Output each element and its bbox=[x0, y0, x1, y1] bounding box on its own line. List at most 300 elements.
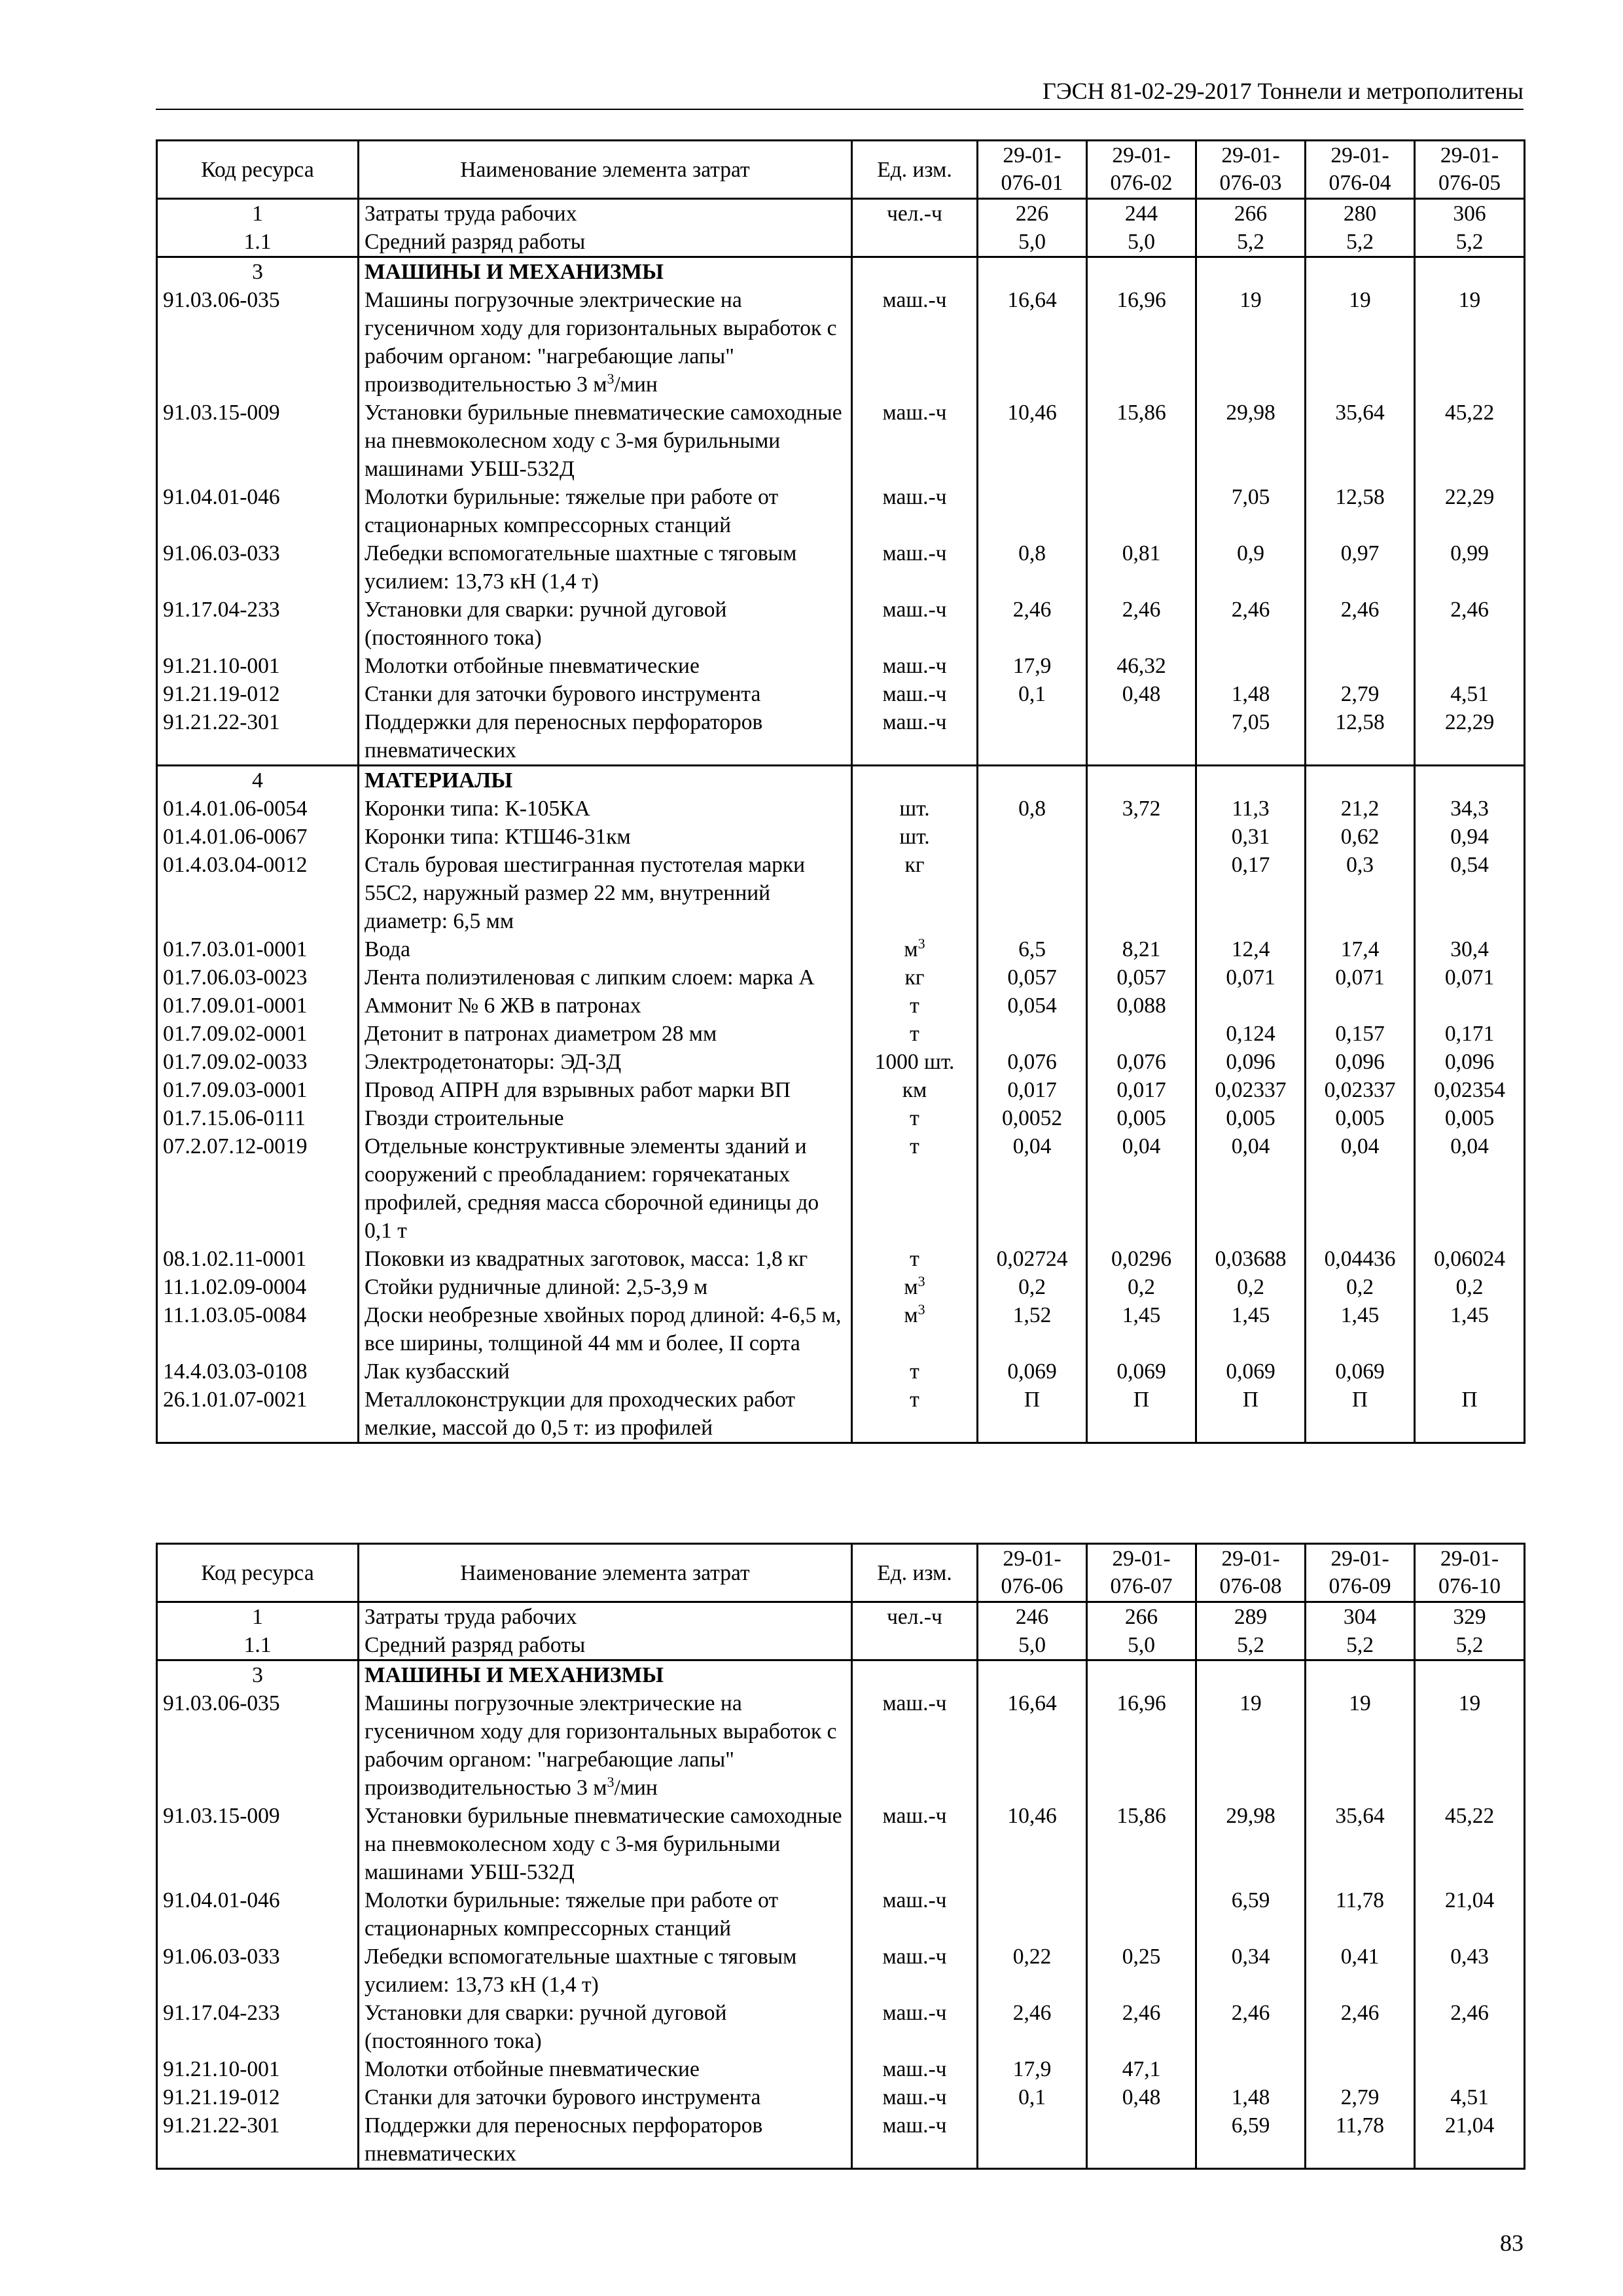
value-cell: 0,088 bbox=[1087, 992, 1196, 1020]
value-cell: 0,48 bbox=[1087, 2083, 1196, 2111]
column-header-unit: Ед. изм. bbox=[852, 141, 978, 199]
table-row bbox=[157, 1602, 1525, 1632]
value-cell: 2,46 bbox=[1087, 596, 1196, 652]
section-title: МАТЕРИАЛЫ bbox=[359, 766, 852, 795]
column-header-norm: 29-01-076-01 bbox=[978, 141, 1087, 199]
column-header-code: Код ресурса bbox=[157, 1544, 359, 1602]
table-row bbox=[157, 963, 1525, 992]
value-cell bbox=[978, 257, 1087, 287]
value-cell bbox=[1087, 2111, 1196, 2169]
value-cell: 22,29 bbox=[1415, 483, 1525, 539]
table-row bbox=[157, 1245, 1525, 1273]
value-cell: 0,071 bbox=[1196, 963, 1306, 992]
unit-cell: т bbox=[852, 1104, 978, 1132]
value-cell: 29,98 bbox=[1196, 399, 1306, 483]
value-cell bbox=[1087, 1886, 1196, 1943]
value-cell: 16,64 bbox=[978, 286, 1087, 399]
unit-cell: кг bbox=[852, 851, 978, 935]
unit-cell: маш.-ч bbox=[852, 1886, 978, 1943]
unit-cell: маш.-ч bbox=[852, 2083, 978, 2111]
value-cell: 1,48 bbox=[1196, 680, 1306, 708]
value-cell: 0,9 bbox=[1196, 539, 1306, 596]
resource-code: 91.21.22-301 bbox=[157, 2111, 359, 2169]
resource-name: Средний разряд работы bbox=[359, 228, 852, 257]
value-cell: 19 bbox=[1306, 286, 1415, 399]
value-cell: 0,99 bbox=[1415, 539, 1525, 596]
value-cell bbox=[1306, 992, 1415, 1020]
value-cell: 0,31 bbox=[1196, 823, 1306, 851]
unit-cell: маш.-ч bbox=[852, 596, 978, 652]
column-header-norm: 29-01-076-05 bbox=[1415, 141, 1525, 199]
value-cell: 329 bbox=[1415, 1602, 1525, 1632]
resource-name: Металлоконструкции для проходческих работ мелкие, массой до 0,5 т: из профилей bbox=[359, 1386, 852, 1443]
value-cell bbox=[1087, 766, 1196, 795]
value-cell bbox=[1087, 257, 1196, 287]
resource-name: Провод АПРН для взрывных работ марки ВП bbox=[359, 1076, 852, 1104]
value-cell: 0,2 bbox=[1196, 1273, 1306, 1301]
section-title: МАШИНЫ И МЕХАНИЗМЫ bbox=[359, 1660, 852, 1690]
value-cell: 19 bbox=[1415, 286, 1525, 399]
value-cell: 0,04436 bbox=[1306, 1245, 1415, 1273]
table-row bbox=[157, 1886, 1525, 1943]
table-row bbox=[157, 1943, 1525, 1999]
value-cell: 47,1 bbox=[1087, 2055, 1196, 2083]
resource-code: 91.21.10-001 bbox=[157, 652, 359, 680]
value-cell: 5,0 bbox=[978, 1631, 1087, 1660]
resource-code: 91.21.19-012 bbox=[157, 680, 359, 708]
column-header-code: Код ресурса bbox=[157, 141, 359, 199]
value-cell bbox=[978, 766, 1087, 795]
unit-cell: т bbox=[852, 1386, 978, 1443]
value-cell bbox=[1415, 992, 1525, 1020]
resource-name: Установки для сварки: ручной дуговой (постоянного тока) bbox=[359, 1999, 852, 2055]
unit-cell: маш.-ч bbox=[852, 2055, 978, 2083]
value-cell: 2,46 bbox=[978, 596, 1087, 652]
table-row bbox=[157, 708, 1525, 766]
unit-cell: т bbox=[852, 1245, 978, 1273]
value-cell: 21,04 bbox=[1415, 1886, 1525, 1943]
table-row bbox=[157, 539, 1525, 596]
table-row bbox=[157, 1132, 1525, 1245]
value-cell: 21,04 bbox=[1415, 2111, 1525, 2169]
value-cell: 1,45 bbox=[1196, 1301, 1306, 1357]
column-header-norm: 29-01-076-04 bbox=[1306, 141, 1415, 199]
value-cell: 0,069 bbox=[978, 1357, 1087, 1386]
resource-code: 91.21.22-301 bbox=[157, 708, 359, 766]
value-cell: 0,171 bbox=[1415, 1020, 1525, 1048]
value-cell: 266 bbox=[1087, 1602, 1196, 1632]
value-cell: 2,46 bbox=[1306, 596, 1415, 652]
value-cell: 289 bbox=[1196, 1602, 1306, 1632]
value-cell: 0,005 bbox=[1306, 1104, 1415, 1132]
resource-name: Лак кузбасский bbox=[359, 1357, 852, 1386]
value-cell: 1,45 bbox=[1087, 1301, 1196, 1357]
value-cell: 11,3 bbox=[1196, 795, 1306, 823]
value-cell: 22,29 bbox=[1415, 708, 1525, 766]
unit-cell bbox=[852, 1660, 978, 1690]
unit-cell: маш.-ч bbox=[852, 1802, 978, 1886]
column-header-name: Наименование элемента затрат bbox=[359, 1544, 852, 1602]
resource-code: 1 bbox=[157, 199, 359, 228]
resource-code: 08.1.02.11-0001 bbox=[157, 1245, 359, 1273]
value-cell: 5,2 bbox=[1306, 228, 1415, 257]
value-cell: 226 bbox=[978, 199, 1087, 228]
value-cell bbox=[1196, 257, 1306, 287]
unit-cell bbox=[852, 766, 978, 795]
resource-code: 3 bbox=[157, 1660, 359, 1690]
value-cell: 16,64 bbox=[978, 1689, 1087, 1802]
resource-name: Затраты труда рабочих bbox=[359, 199, 852, 228]
table-header-row bbox=[157, 1544, 1525, 1602]
table-row bbox=[157, 2083, 1525, 2111]
table-row bbox=[157, 1076, 1525, 1104]
table-row bbox=[157, 652, 1525, 680]
value-cell: 2,46 bbox=[1087, 1999, 1196, 2055]
value-cell: 15,86 bbox=[1087, 1802, 1196, 1886]
value-cell bbox=[1415, 652, 1525, 680]
value-cell: 6,59 bbox=[1196, 2111, 1306, 2169]
column-header-norm: 29-01-076-09 bbox=[1306, 1544, 1415, 1602]
resource-code: 01.7.09.02-0001 bbox=[157, 1020, 359, 1048]
unit-cell bbox=[852, 228, 978, 257]
resource-code: 07.2.07.12-0019 bbox=[157, 1132, 359, 1245]
value-cell bbox=[978, 483, 1087, 539]
value-cell: П bbox=[978, 1386, 1087, 1443]
resource-code: 91.03.06-035 bbox=[157, 1689, 359, 1802]
resource-code: 26.1.01.07-0021 bbox=[157, 1386, 359, 1443]
resource-name: Машины погрузочные электрические на гусеничном ходу для горизонтальных выработок с рабочим органом: "нагребающие лапы" производительностью 3 $м^3$/мин bbox=[359, 286, 852, 399]
value-cell: 8,21 bbox=[1087, 935, 1196, 963]
value-cell: 0,0296 bbox=[1087, 1245, 1196, 1273]
resource-code: 01.7.09.01-0001 bbox=[157, 992, 359, 1020]
value-cell: 34,3 bbox=[1415, 795, 1525, 823]
table-body bbox=[157, 199, 1525, 1443]
resource-code: 91.21.10-001 bbox=[157, 2055, 359, 2083]
value-cell bbox=[978, 1886, 1087, 1943]
value-cell: 0,02337 bbox=[1196, 1076, 1306, 1104]
value-cell: 0,81 bbox=[1087, 539, 1196, 596]
value-cell bbox=[978, 2111, 1087, 2169]
resource-code: 11.1.02.09-0004 bbox=[157, 1273, 359, 1301]
unit-cell: $м^3$ bbox=[852, 935, 978, 963]
unit-cell: шт. bbox=[852, 795, 978, 823]
column-header-name: Наименование элемента затрат bbox=[359, 141, 852, 199]
value-cell: 0,2 bbox=[1306, 1273, 1415, 1301]
value-cell: 0,3 bbox=[1306, 851, 1415, 935]
unit-cell: маш.-ч bbox=[852, 680, 978, 708]
resource-name: Сталь буровая шестигранная пустотелая марки 55С2, наружный размер 22 мм, внутренний диаметр: 6,5 мм bbox=[359, 851, 852, 935]
value-cell: 17,9 bbox=[978, 2055, 1087, 2083]
value-cell: 0,48 bbox=[1087, 680, 1196, 708]
resource-code: 01.7.03.01-0001 bbox=[157, 935, 359, 963]
value-cell: 0,076 bbox=[1087, 1048, 1196, 1076]
value-cell bbox=[1087, 1660, 1196, 1690]
value-cell bbox=[978, 1020, 1087, 1048]
table-row bbox=[157, 199, 1525, 228]
value-cell bbox=[1196, 652, 1306, 680]
unit-cell: чел.-ч bbox=[852, 1602, 978, 1632]
value-cell: 5,2 bbox=[1415, 228, 1525, 257]
value-cell: 17,4 bbox=[1306, 935, 1415, 963]
resource-table-1 bbox=[156, 139, 1525, 1444]
resource-name: Гвозди строительные bbox=[359, 1104, 852, 1132]
value-cell: 280 bbox=[1306, 199, 1415, 228]
resource-name: Отдельные конструктивные элементы зданий и сооружений с преобладанием: горячекатаных профилей, средняя масса сборочной единицы до 0,1 т bbox=[359, 1132, 852, 1245]
unit-cell bbox=[852, 1631, 978, 1660]
value-cell: 5,0 bbox=[1087, 228, 1196, 257]
resource-code: 91.04.01-046 bbox=[157, 483, 359, 539]
value-cell: П bbox=[1196, 1386, 1306, 1443]
value-cell: 0,03688 bbox=[1196, 1245, 1306, 1273]
value-cell: 6,59 bbox=[1196, 1886, 1306, 1943]
value-cell bbox=[1415, 2055, 1525, 2083]
value-cell: 45,22 bbox=[1415, 399, 1525, 483]
resource-code: 01.4.03.04-0012 bbox=[157, 851, 359, 935]
resource-name: Станки для заточки бурового инструмента bbox=[359, 680, 852, 708]
value-cell bbox=[978, 851, 1087, 935]
value-cell: 0,41 bbox=[1306, 1943, 1415, 1999]
value-cell: 35,64 bbox=[1306, 399, 1415, 483]
resource-code: 01.7.06.03-0023 bbox=[157, 963, 359, 992]
resource-name: Затраты труда рабочих bbox=[359, 1602, 852, 1632]
resource-code: 1.1 bbox=[157, 1631, 359, 1660]
value-cell: 15,86 bbox=[1087, 399, 1196, 483]
value-cell: 11,78 bbox=[1306, 2111, 1415, 2169]
value-cell: 5,2 bbox=[1196, 228, 1306, 257]
value-cell: 0,25 bbox=[1087, 1943, 1196, 1999]
value-cell: 1,45 bbox=[1415, 1301, 1525, 1357]
value-cell: 12,4 bbox=[1196, 935, 1306, 963]
value-cell: 246 bbox=[978, 1602, 1087, 1632]
unit-cell: маш.-ч bbox=[852, 399, 978, 483]
table-row bbox=[157, 2055, 1525, 2083]
value-cell: 12,58 bbox=[1306, 483, 1415, 539]
value-cell: 0,069 bbox=[1306, 1357, 1415, 1386]
value-cell: 0,124 bbox=[1196, 1020, 1306, 1048]
value-cell: 2,46 bbox=[1415, 1999, 1525, 2055]
table-row bbox=[157, 2111, 1525, 2169]
resource-code: 91.06.03-033 bbox=[157, 1943, 359, 1999]
table-row bbox=[157, 795, 1525, 823]
resource-name: Лебедки вспомогательные шахтные с тяговым усилием: 13,73 кН (1,4 т) bbox=[359, 539, 852, 596]
value-cell: 0,071 bbox=[1306, 963, 1415, 992]
value-cell: 11,78 bbox=[1306, 1886, 1415, 1943]
resource-code: 01.7.09.02-0033 bbox=[157, 1048, 359, 1076]
table-row bbox=[157, 286, 1525, 399]
resource-name: Электродетонаторы: ЭД-3Д bbox=[359, 1048, 852, 1076]
value-cell: 0,005 bbox=[1087, 1104, 1196, 1132]
value-cell bbox=[1306, 652, 1415, 680]
column-header-unit: Ед. изм. bbox=[852, 1544, 978, 1602]
value-cell bbox=[1306, 1660, 1415, 1690]
value-cell: 30,4 bbox=[1415, 935, 1525, 963]
resource-name: Коронки типа: К-105КА bbox=[359, 795, 852, 823]
resource-code: 01.7.15.06-0111 bbox=[157, 1104, 359, 1132]
table-row bbox=[157, 1386, 1525, 1443]
column-header-norm: 29-01-076-03 bbox=[1196, 141, 1306, 199]
document-header: ГЭСН 81-02-29-2017 Тоннели и метрополитены bbox=[156, 73, 1524, 110]
resource-code: 91.17.04-233 bbox=[157, 1999, 359, 2055]
value-cell: 2,46 bbox=[1196, 1999, 1306, 2055]
resource-code: 11.1.03.05-0084 bbox=[157, 1301, 359, 1357]
resource-code: 3 bbox=[157, 257, 359, 287]
value-cell: 5,0 bbox=[978, 228, 1087, 257]
resource-name: Молотки отбойные пневматические bbox=[359, 652, 852, 680]
value-cell: 0,54 bbox=[1415, 851, 1525, 935]
value-cell: 0,02337 bbox=[1306, 1076, 1415, 1104]
resource-code: 91.04.01-046 bbox=[157, 1886, 359, 1943]
resource-code: 4 bbox=[157, 766, 359, 795]
value-cell: П bbox=[1306, 1386, 1415, 1443]
value-cell: 5,0 bbox=[1087, 1631, 1196, 1660]
resource-code: 91.06.03-033 bbox=[157, 539, 359, 596]
resource-code: 91.17.04-233 bbox=[157, 596, 359, 652]
value-cell: 2,79 bbox=[1306, 680, 1415, 708]
value-cell: 0,057 bbox=[1087, 963, 1196, 992]
resource-name: Станки для заточки бурового инструмента bbox=[359, 2083, 852, 2111]
page-number: 83 bbox=[1500, 2230, 1524, 2256]
resource-code: 1 bbox=[157, 1602, 359, 1632]
value-cell: 0,005 bbox=[1415, 1104, 1525, 1132]
unit-cell: км bbox=[852, 1076, 978, 1104]
value-cell bbox=[1415, 766, 1525, 795]
value-cell: 0,1 bbox=[978, 680, 1087, 708]
unit-cell: маш.-ч bbox=[852, 1999, 978, 2055]
unit-cell: т bbox=[852, 1132, 978, 1245]
unit-cell: $м^3$ bbox=[852, 1273, 978, 1301]
value-cell: 0,04 bbox=[1196, 1132, 1306, 1245]
value-cell: 2,79 bbox=[1306, 2083, 1415, 2111]
value-cell bbox=[1087, 851, 1196, 935]
table-row bbox=[157, 1273, 1525, 1301]
value-cell: 6,5 bbox=[978, 935, 1087, 963]
table-row bbox=[157, 1999, 1525, 2055]
value-cell: 0,62 bbox=[1306, 823, 1415, 851]
value-cell bbox=[1196, 2055, 1306, 2083]
value-cell: 12,58 bbox=[1306, 708, 1415, 766]
value-cell: 19 bbox=[1196, 286, 1306, 399]
table-row bbox=[157, 935, 1525, 963]
table-row bbox=[157, 1301, 1525, 1357]
value-cell: 35,64 bbox=[1306, 1802, 1415, 1886]
table-row bbox=[157, 766, 1525, 795]
resource-name: Доски необрезные хвойных пород длиной: 4-6,5 м, все ширины, толщиной 44 мм и более, II сорта bbox=[359, 1301, 852, 1357]
value-cell bbox=[1306, 2055, 1415, 2083]
table-row bbox=[157, 483, 1525, 539]
value-cell: 0,04 bbox=[1087, 1132, 1196, 1245]
value-cell: 17,9 bbox=[978, 652, 1087, 680]
resource-name: Машины погрузочные электрические на гусеничном ходу для горизонтальных выработок с рабочим органом: "нагребающие лапы" производительностью 3 $м^3$/мин bbox=[359, 1689, 852, 1802]
value-cell: 0,04 bbox=[978, 1132, 1087, 1245]
unit-cell: т bbox=[852, 1020, 978, 1048]
value-cell: 0,157 bbox=[1306, 1020, 1415, 1048]
table-body bbox=[157, 1602, 1525, 2169]
value-cell bbox=[1196, 766, 1306, 795]
unit-cell: т bbox=[852, 1357, 978, 1386]
value-cell: 0,22 bbox=[978, 1943, 1087, 1999]
value-cell: 4,51 bbox=[1415, 680, 1525, 708]
resource-code: 91.03.15-009 bbox=[157, 1802, 359, 1886]
value-cell: 5,2 bbox=[1196, 1631, 1306, 1660]
value-cell: 0,43 bbox=[1415, 1943, 1525, 1999]
table-row bbox=[157, 1104, 1525, 1132]
unit-cell: маш.-ч bbox=[852, 539, 978, 596]
value-cell bbox=[1087, 823, 1196, 851]
value-cell: 0,069 bbox=[1087, 1357, 1196, 1386]
value-cell: 0,1 bbox=[978, 2083, 1087, 2111]
value-cell: 1,48 bbox=[1196, 2083, 1306, 2111]
value-cell: 5,2 bbox=[1415, 1631, 1525, 1660]
value-cell: 0,04 bbox=[1415, 1132, 1525, 1245]
value-cell: 306 bbox=[1415, 199, 1525, 228]
value-cell: 1,45 bbox=[1306, 1301, 1415, 1357]
value-cell: 45,22 bbox=[1415, 1802, 1525, 1886]
unit-cell: маш.-ч bbox=[852, 1689, 978, 1802]
resource-name: Коронки типа: КТШ46-31км bbox=[359, 823, 852, 851]
value-cell bbox=[1087, 483, 1196, 539]
value-cell: 0,17 bbox=[1196, 851, 1306, 935]
table-row bbox=[157, 1689, 1525, 1802]
value-cell: 0,02354 bbox=[1415, 1076, 1525, 1104]
unit-cell: маш.-ч bbox=[852, 708, 978, 766]
value-cell: 19 bbox=[1415, 1689, 1525, 1802]
value-cell: 3,72 bbox=[1087, 795, 1196, 823]
value-cell: 7,05 bbox=[1196, 483, 1306, 539]
value-cell: 10,46 bbox=[978, 1802, 1087, 1886]
value-cell: 2,46 bbox=[1196, 596, 1306, 652]
table-row bbox=[157, 1357, 1525, 1386]
resource-code: 01.4.01.06-0054 bbox=[157, 795, 359, 823]
column-header-norm: 29-01-076-06 bbox=[978, 1544, 1087, 1602]
resource-code: 1.1 bbox=[157, 228, 359, 257]
value-cell: 266 bbox=[1196, 199, 1306, 228]
value-cell bbox=[1415, 1660, 1525, 1690]
value-cell: 0,34 bbox=[1196, 1943, 1306, 1999]
table-row bbox=[157, 399, 1525, 483]
value-cell: 0,8 bbox=[978, 539, 1087, 596]
value-cell: 0,017 bbox=[978, 1076, 1087, 1104]
section-title: МАШИНЫ И МЕХАНИЗМЫ bbox=[359, 257, 852, 287]
value-cell: 46,32 bbox=[1087, 652, 1196, 680]
value-cell: 0,2 bbox=[1415, 1273, 1525, 1301]
value-cell: 0,94 bbox=[1415, 823, 1525, 851]
resource-name: Установки для сварки: ручной дуговой (постоянного тока) bbox=[359, 596, 852, 652]
table-row bbox=[157, 596, 1525, 652]
resource-code: 91.03.15-009 bbox=[157, 399, 359, 483]
value-cell: 0,069 bbox=[1196, 1357, 1306, 1386]
value-cell: 0,057 bbox=[978, 963, 1087, 992]
value-cell: 5,2 bbox=[1306, 1631, 1415, 1660]
table-row bbox=[157, 680, 1525, 708]
table-row bbox=[157, 823, 1525, 851]
value-cell: П bbox=[1415, 1386, 1525, 1443]
value-cell: 304 bbox=[1306, 1602, 1415, 1632]
table-row bbox=[157, 851, 1525, 935]
resource-name: Средний разряд работы bbox=[359, 1631, 852, 1660]
value-cell: 0,02724 bbox=[978, 1245, 1087, 1273]
value-cell: 4,51 bbox=[1415, 2083, 1525, 2111]
resource-name: Детонит в патронах диаметром 28 мм bbox=[359, 1020, 852, 1048]
value-cell bbox=[1415, 1357, 1525, 1386]
value-cell: 2,46 bbox=[1306, 1999, 1415, 2055]
value-cell bbox=[978, 1660, 1087, 1690]
resource-code: 14.4.03.03-0108 bbox=[157, 1357, 359, 1386]
resource-name: Молотки бурильные: тяжелые при работе от стационарных компрессорных станций bbox=[359, 1886, 852, 1943]
resource-code: 91.03.06-035 bbox=[157, 286, 359, 399]
resource-name: Поддержки для переносных перфораторов пневматических bbox=[359, 2111, 852, 2169]
unit-cell: 1000 шт. bbox=[852, 1048, 978, 1076]
value-cell: 0,096 bbox=[1415, 1048, 1525, 1076]
